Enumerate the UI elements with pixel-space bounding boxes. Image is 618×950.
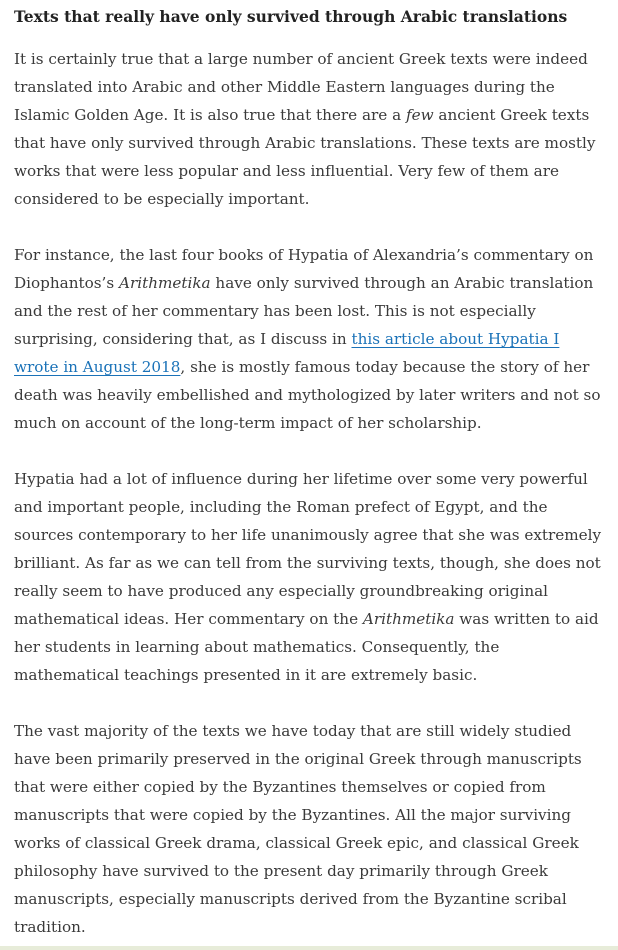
text-span: surprising, considering that, as I discuss in	[14, 330, 352, 348]
text-line: For instance, the last four books of Hypatia of Alexandria’s commentary on	[14, 246, 594, 264]
text-line: sources contemporary to her life unanimously agree that she was extremely	[14, 526, 602, 544]
text-line: and the rest of her commentary has been lost. This is not especially	[14, 302, 536, 320]
text-line	[14, 325, 614, 353]
text-span: have only survived through an Arabic translation	[210, 274, 594, 292]
emphasis-text: Arithmetika	[362, 610, 455, 628]
paragraph-1	[14, 45, 614, 213]
text-line: her students in learning about mathematics. Consequently, the	[14, 638, 500, 656]
text-span: mathematical ideas. Her commentary on the	[14, 610, 363, 628]
paragraph-3	[14, 465, 614, 689]
text-line: works of classical Greek drama, classical Greek epic, and classical Greek	[14, 834, 579, 852]
text-line	[14, 269, 614, 297]
text-line: Hypatia had a lot of influence during her lifetime over some very powerful	[14, 470, 588, 488]
text-line: manuscripts that were copied by the Byzantines. All the major surviving	[14, 806, 571, 824]
text-line: works that were less popular and less influential. Very few of them are	[14, 162, 559, 180]
hypatia-article-link[interactable]: this article about Hypatia I	[351, 330, 560, 348]
text-line: really seem to have produced any especially groundbreaking original	[14, 582, 549, 600]
paragraph-4	[14, 717, 614, 941]
emphasis-text: few	[405, 106, 434, 124]
text-line: It is certainly true that a large number of ancient Greek texts were indeed	[14, 50, 588, 68]
emphasis-text: Arithmetika	[119, 274, 211, 292]
text-span: Islamic Golden Age. It is also true that there are a	[14, 106, 406, 124]
text-line: death was heavily embellished and mythologized by later writers and not so	[14, 386, 601, 404]
text-line: much on account of the long-term impact of her scholarship.	[14, 414, 482, 432]
article-body	[14, 6, 614, 950]
text-line	[14, 605, 614, 633]
text-line	[14, 353, 614, 381]
text-line: that have only survived through Arabic translations. These texts are mostly	[14, 134, 596, 152]
text-line: The vast majority of the texts we have today that are still widely studied	[14, 722, 572, 740]
text-line: and important people, including the Roman prefect of Egypt, and the	[14, 498, 548, 516]
text-line: translated into Arabic and other Middle Eastern languages during the	[14, 78, 555, 96]
text-line: philosophy have survived to the present day primarily through Greek	[14, 862, 548, 880]
text-span: Diophantos’s	[14, 274, 120, 292]
text-span: ancient Greek texts	[433, 106, 590, 124]
text-line: brilliant. As far as we can tell from the surviving texts, though, she does not	[14, 554, 601, 572]
section-heading: Texts that really have only survived through Arabic translations	[14, 7, 568, 26]
text-span: was written to aid	[454, 610, 599, 628]
text-line: manuscripts, especially manuscripts derived from the Byzantine scribal	[14, 890, 567, 908]
text-line: considered to be especially important.	[14, 190, 310, 208]
text-line: have been primarily preserved in the original Greek through manuscripts	[14, 750, 582, 768]
text-line	[14, 101, 614, 129]
text-line: mathematical teachings presented in it are extremely basic.	[14, 666, 478, 684]
text-span: , she is mostly famous today because the story of her	[180, 358, 590, 376]
paragraph-2	[14, 241, 614, 437]
page-bottom-border	[0, 946, 618, 950]
text-line: tradition.	[14, 918, 86, 936]
text-line: that were either copied by the Byzantines themselves or copied from	[14, 778, 546, 796]
hypatia-article-link-continued[interactable]: wrote in August 2018	[14, 358, 181, 376]
